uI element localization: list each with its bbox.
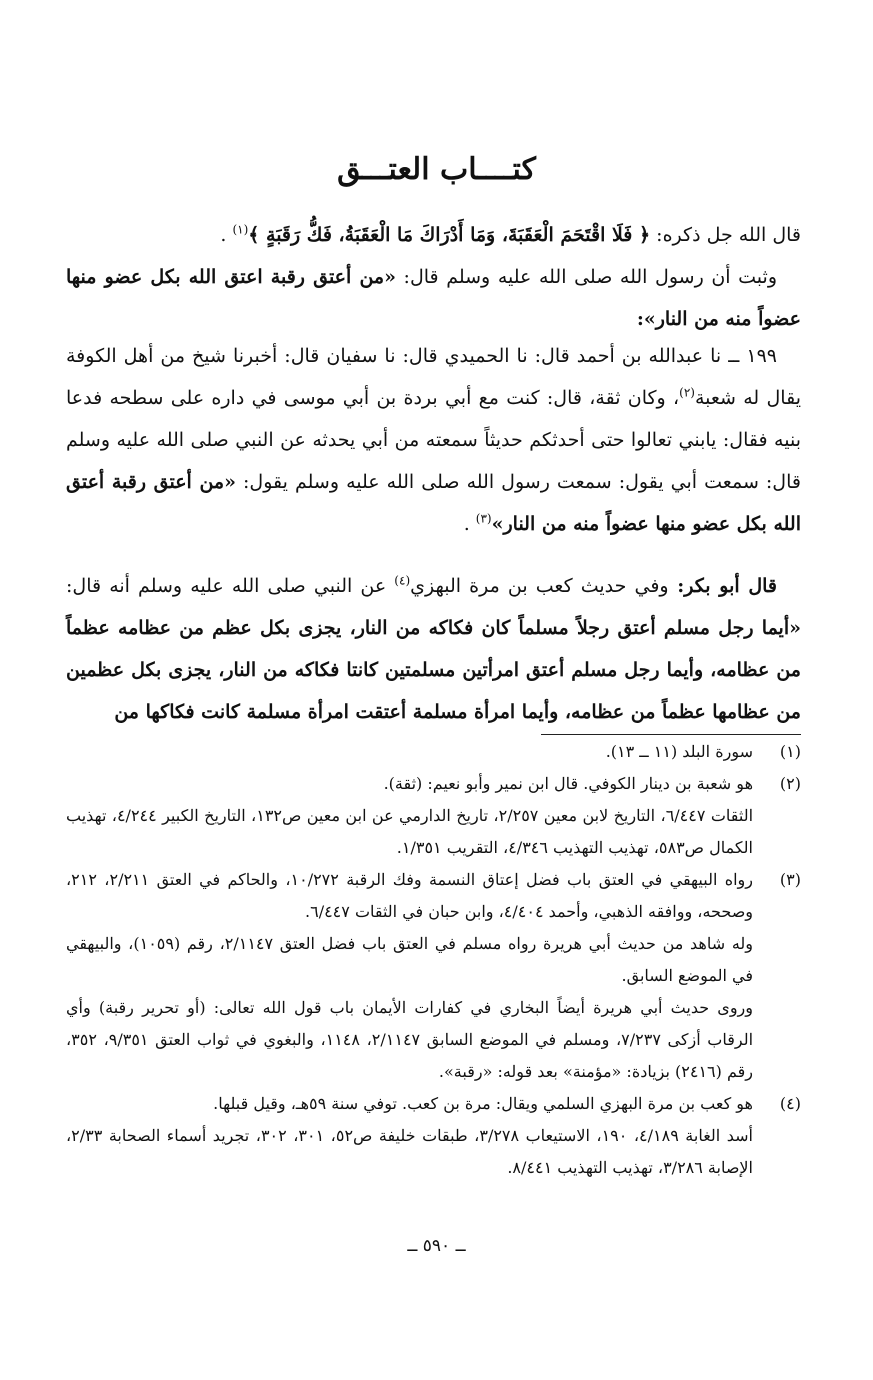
footnote-text: وروى حديث أبي هريرة أيضاً البخاري في كفارات الأيمان باب قول الله تعالى: (أو تحرير رقبة) وأي الرقاب أزكى ٧/٢٣٧، ومسلم في الموضع السابق ٢/١١٤٧، ١١٤٨، والبغوي في ثواب العتق ٩/٣٥١، ٣٥٢، رقم (٢٤١٦) بزيادة: «مؤمنة» بعد قوله: «رقبة».	[66, 998, 754, 1081]
hadith-chain: ١٩٩ ــ نا عبدالله بن أحمد قال: نا الحميدي قال: نا سفيان قال: أخبرنا شيخ من أهل الكوفة يقال له شعبة	[66, 345, 801, 409]
author-lead: قال أبو بكر:	[668, 575, 778, 597]
hadith-199: ١٩٩ ــ نا عبدالله بن أحمد قال: نا الحميدي قال: نا سفيان قال: أخبرنا شيخ من أهل الكوفة يقال له شعبة$^{(٢)}$، وكان ثقة، قال: كنت مع أبي بردة بن أبي موسى في داره على سطحه فدعا بنيه فقال: يابني تعالوا حتى أحدثكم حديثاً سمعته من أبي يحدثه عن النبي صلى الله عليه وسلم قال: سمعت أبي يقول: سمعت رسول الله صلى الله عليه وسلم يقول: «من أعتق رقبة أعتق الله بكل عضو منها عضواً منه من النار»$^{(٣)}$ .	[66, 345, 801, 535]
footnote-text: هو شعبة بن دينار الكوفي. قال ابن نمير وأبو نعيم: (ثقة).	[383, 774, 753, 793]
footnote-number: (١)	[779, 742, 801, 761]
footnote-1	[66, 736, 801, 768]
footnote-3	[66, 864, 801, 1088]
hadith-prefix: وثبت أن رسول الله صلى الله عليه وسلم قال:	[395, 266, 777, 288]
footnote-text: أسد الغابة ٤/١٨٩، ١٩٠، الاستيعاب ٣/٢٧٨، طبقات خليفة ص٥٢، ٣٠١، ٣٠٢، تجريد أسماء الصحابة ٢/٣٣، الإصابة ٣/٢٨٦، تهذيب التهذيب ٨/٤٤١.	[66, 1126, 754, 1177]
footnote-ref[interactable]: (٣)	[475, 511, 492, 526]
page-number: ــ ٥٩٠ ــ	[407, 1236, 466, 1256]
quran-verse: ﴿ فَلَا اقْتَحَمَ الْعَقَبَةَ، وَمَا أَدْرَاكَ مَا الْعَقَبَةُ، فَكُّ رَقَبَةٍ ﴾	[248, 224, 651, 246]
quran-line: قال الله جل ذكره: ﴿ فَلَا اقْتَحَمَ الْعَقَبَةَ، وَمَا أَدْرَاكَ مَا الْعَقَبَةُ، فَكُّ رَقَبَةٍ ﴾$^{(١)}$ .	[220, 222, 801, 246]
intro-paragraph	[66, 214, 801, 340]
footnote-2	[66, 768, 801, 864]
footnote-ref[interactable]: (٢)	[679, 385, 695, 400]
footnote-text: سورة البلد (١١ ــ ١٣).	[605, 742, 753, 761]
prophet-hadith	[66, 256, 801, 340]
quran-prefix: قال الله جل ذكره:	[650, 224, 801, 246]
hadith-quote: «من أعتق رقبة اعتق الله بكل عضو منها عضواً منه من النار»:	[66, 266, 801, 330]
hadith-quote: «أيما رجل مسلم أعتق رجلاً مسلماً كان فكاكه من النار، يجزى بكل عظم من عظامه عظماً من عظامه، وأيما رجل مسلم أعتق امرأتين مسلمتين كانتا فكاكه من النار، يجزى بكل عظمين من عظامها عظماً من عظامه، وأيما امرأة مسلمة أعتقت امرأة مسلمة كانت فكاكها من	[66, 617, 801, 723]
footnotes	[66, 736, 801, 1184]
footnote-ref[interactable]: (١)	[232, 222, 249, 237]
footnote-text: وله شاهد من حديث أبي هريرة رواه مسلم في العتق باب فضل العتق ٢/١١٤٧، رقم (١٠٥٩)، والبيهقي في الموضع السابق.	[66, 934, 754, 985]
hadith-body: ، وكان ثقة، قال: كنت مع أبي بردة بن أبي موسى في داره على سطحه فدعا بنيه فقال: يابني تعالوا حتى أحدثكم حديثاً سمعته من أبي يحدثه عن النبي صلى الله عليه وسلم قال: سمعت أبي يقول: سمعت رسول الله صلى الله عليه وسلم يقول:	[66, 387, 801, 493]
hadith-quote: «من أعتق رقبة أعتق الله بكل عضو منها عضواً منه من النار»	[66, 471, 801, 535]
footnote-number: (٣)	[779, 870, 801, 889]
footnote-ref[interactable]: (٤)	[394, 573, 411, 588]
commentary-paragraph: قال أبو بكر: وفي حديث كعب بن مرة البهزي$^{(٤)}$ عن النبي صلى الله عليه وسلم أنه قال: «أيما رجل مسلم أعتق رجلاً مسلماً كان فكاكه من النار، يجزى بكل عظم من عظامه عظماً من عظامه، وأيما رجل مسلم أعتق امرأتين مسلمتين كانتا فكاكه من النار، يجزى بكل عظمين من عظامها عظماً من عظامه، وأيما امرأة مسلمة أعتقت امرأة مسلمة كانت فكاكها من	[66, 573, 801, 723]
footnote-text: رواه البيهقي في العتق باب فضل إعتاق النسمة وفك الرقبة ١٠/٢٧٢، والحاكم في العتق ٢/٢١١، ٢١٢، وصححه، ووافقه الذهبي، وأحمد ٤/٤٠٤، وابن حبان في الثقات ٦/٤٤٧.	[66, 870, 754, 921]
footnote-4	[66, 1088, 801, 1184]
footnote-text: الثقات ٦/٤٤٧، التاريخ لابن معين ٢/٢٥٧، تاريخ الدارمي عن ابن معين ص١٣٢، التاريخ الكبير ٤/٢٤٤، تهذيب الكمال ص٥٨٣، تهذيب التهذيب ٤/٣٤٦، التقريب ١/٣٥١.	[66, 806, 754, 857]
footnote-text: هو كعب بن مرة البهزي السلمي ويقال: مرة بن كعب. توفي سنة ٥٩هـ، وقيل قبلها.	[213, 1094, 753, 1113]
footnote-number: (٢)	[779, 774, 801, 793]
footnote-number: (٤)	[779, 1094, 801, 1113]
chapter-title: كتــــاب العتـــق	[337, 152, 536, 187]
footnote-divider	[541, 734, 801, 735]
